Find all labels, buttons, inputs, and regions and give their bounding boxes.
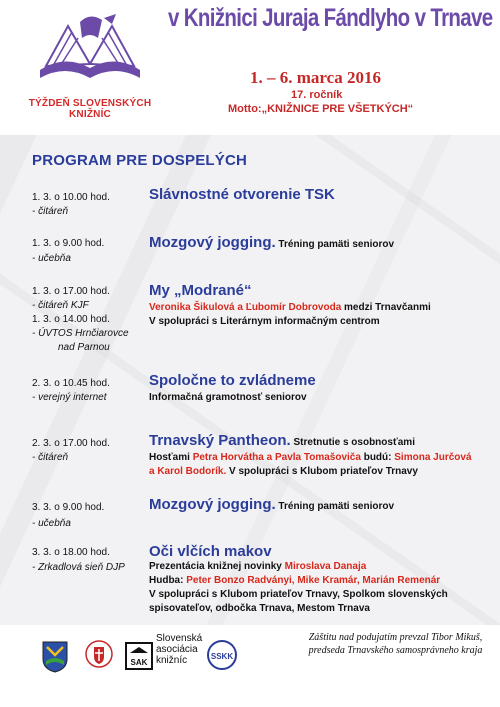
event-time: 2. 3. o 10.45 hod. [32,378,110,389]
event-subtitle: Tréning pamäti seniorov [275,501,395,512]
sskk-logo-icon [206,639,238,671]
sak-line-1: Slovenská [156,633,203,644]
event-time-2: 1. 3. o 14.00 hod. [32,314,110,325]
event-place: - čitáreň [32,206,69,217]
event-time: 1. 3. o 17.00 hod. [32,286,110,297]
event-title: Oči vlčích makov [149,543,272,560]
event-title: Spoločne to zvládneme [149,372,316,389]
footer [0,625,500,707]
event-desc: Informačná gramotnosť seniorov [149,392,307,403]
event-place: - Zrkadlová sieň DJP [32,562,125,573]
event-title: My „Modrané“ [149,282,252,299]
event-dates: 1. – 6. marca 2016 [250,68,381,87]
event-place-2: - ÚVTOS Hrnčiarovce [32,328,129,339]
sak-line-3: knižníc [156,655,188,666]
event-title [149,496,394,513]
event-guests [149,302,431,313]
event-time: 2. 3. o 17.00 hod. [32,438,110,449]
author-name: Miroslava Danaja [284,561,367,572]
event-time: 1. 3. o 9.00 hod. [32,238,105,249]
guest-names: Petra Horváthа a Pavla Tomašoviča [192,452,361,463]
open-book-icon [20,8,160,98]
event-partner-cont: spisovateľov, odbočka Trnava, Mestom Trnava [149,603,370,614]
event-guests [149,452,472,463]
event-presentation [149,561,366,572]
page-title: v Knižnici Juraja Fándlyho v Trnave [168,4,493,32]
header [0,0,500,135]
event-partner [149,466,418,477]
guest-names: Veronika Šikulová a Ľubomír Dobrovoda [149,302,342,313]
edition: 17. ročník [291,89,343,101]
sak-abbr: SAK [130,658,148,667]
event-partner: V spolupráci s Literárnym informačným centrom [149,316,380,327]
guest-names-3: a Karol Bodorík. [149,466,227,477]
event-subtitle: Stretnutie s osobnosťami [290,437,415,448]
motto: Motto:„KNIŽNICE PRE VŠETKÝCH“ [228,103,414,115]
event-place: - čitáreň KJF [32,300,89,311]
patronage-note [298,631,493,657]
event-title [149,432,415,449]
event-time: 3. 3. o 18.00 hod. [32,547,110,558]
sak-name [156,633,202,666]
event-title-text: Trnavský Pantheon. [149,432,291,449]
sak-logo-icon [124,641,154,671]
event-place: - verejný internet [32,392,107,403]
event-title-text: Mozgový jogging. [149,234,276,251]
event-music [149,575,440,586]
sskk-abbr: SSKK [210,652,234,661]
event-subtitle: Tréning pamäti seniorov [275,239,395,250]
patronage-line-1: Záštitu nad podujatím prevzal Tibor Mikuš, [308,632,483,643]
event-partner: V spolupráci s Klubom priateľov Trnavy, Spolkom slovenských [149,589,448,600]
logo-line-1: TÝŽDEŇ SLOVENSKÝCH [28,98,152,109]
musician-names: Peter Bonzo Radványi, Mike Kramár, Marián Remenár [186,575,441,586]
sak-line-2: asociácia [156,644,198,655]
event-time: 1. 3. o 10.00 hod. [32,192,110,203]
partner-text: V spolupráci s Klubom priateľov Trnavy [226,466,418,477]
city-seal-icon [84,637,114,671]
trnava-region-coat-of-arms-icon [42,641,68,673]
event-title [149,234,394,251]
program-heading: PROGRAM PRE DOSPELÝCH [32,152,248,169]
presentation-intro: Prezentácia knižnej novinky [149,561,285,572]
event-title-text: Mozgový jogging. [149,496,276,513]
tsk-logo [20,8,160,128]
guest-mid: budú: [360,452,395,463]
event-place: - čitáreň [32,452,69,463]
music-label: Hudba: [149,575,187,586]
guest-rest: medzi Trnavčanmi [341,302,431,313]
guest-intro: Hosťami [149,452,193,463]
event-place: - učebňa [32,253,71,264]
patronage-line-2: predseda Trnavského samosprávneho kraja [308,645,483,656]
event-place: - učebňa [32,518,71,529]
event-time: 3. 3. o 9.00 hod. [32,502,105,513]
event-place-2-cont: nad Parnou [58,342,110,353]
logo-line-2: KNIŽNÍC [69,109,111,120]
guest-names-2: Simona Jurčová [394,452,472,463]
event-title: Slávnostné otvorenie TSK [149,186,335,203]
